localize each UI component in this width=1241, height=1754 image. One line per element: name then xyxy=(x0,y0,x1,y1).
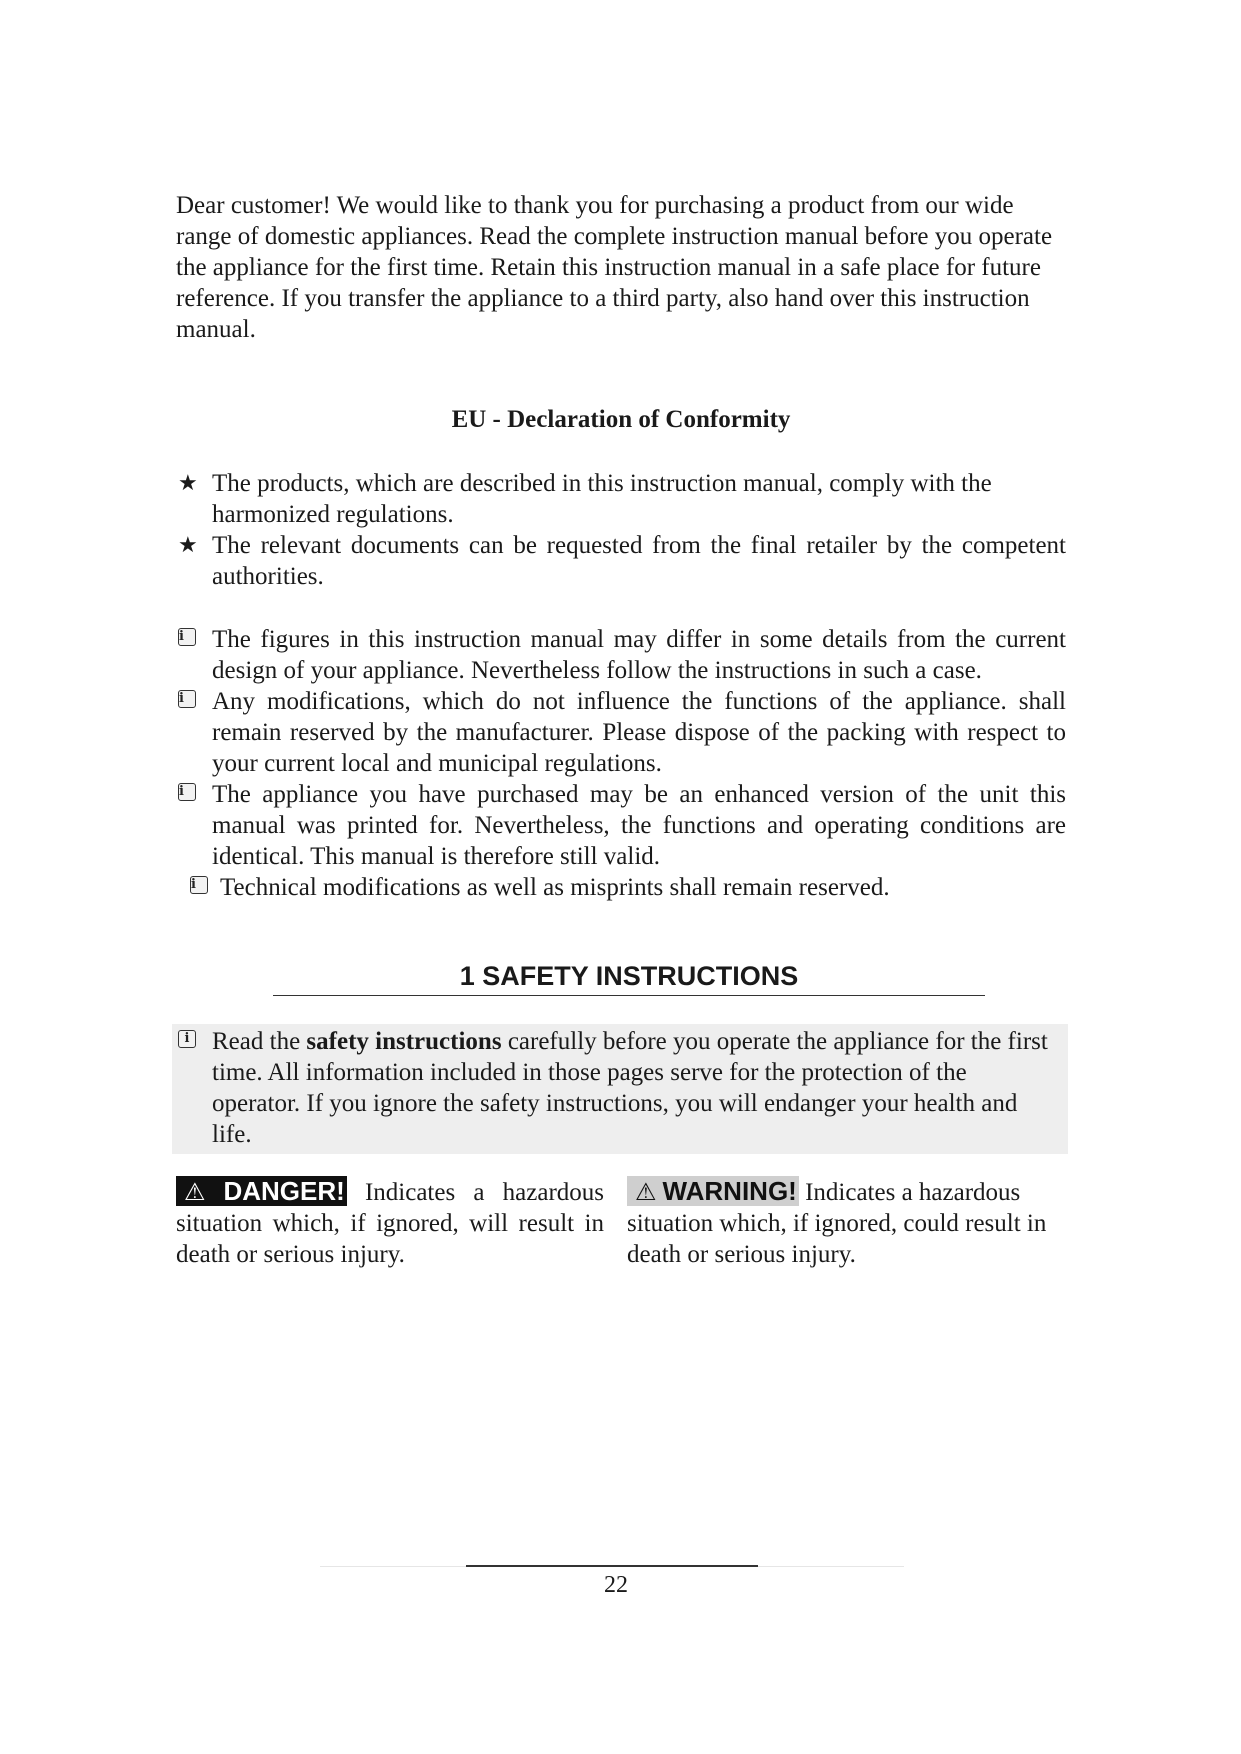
eu-declaration-list xyxy=(176,468,1066,592)
eu-item-text: The relevant documents can be requested from the final retailer by the competent authorities. xyxy=(212,532,1066,590)
safety-instructions-heading: 1 SAFETY INSTRUCTIONS xyxy=(273,960,985,996)
list-item xyxy=(176,872,1066,903)
safety-notice-suffix: carefully before you operate the appliance for the first time. All information included in those pages serve for the protection of the operator. If you ignore the safety instructions, you will endanger your health and life. xyxy=(212,1028,1048,1148)
footer-divider xyxy=(466,1565,758,1567)
list-item xyxy=(176,686,1066,779)
safety-notice-text xyxy=(176,1026,1058,1150)
eu-declaration-title: EU - Declaration of Conformity xyxy=(451,406,791,433)
intro-paragraph: Dear customer! We would like to thank you for purchasing a product from our wide range of domestic appliances. Read the complete instruction manual before you operate the appliance for the first time. Retain this instruction manual in a safe place for future reference. If you transfer the appliance to a third party, also hand over this instruction manual. xyxy=(176,192,1053,343)
danger-badge xyxy=(176,1176,347,1206)
list-item xyxy=(176,779,1066,872)
info-note-text: The appliance you have purchased may be an enhanced version of the unit this manual was printed for. Nevertheless, the functions and operating conditions are identical. This manual is therefore still valid. xyxy=(212,781,1066,870)
safety-notice-box xyxy=(172,1024,1068,1154)
danger-definition xyxy=(176,1176,604,1270)
warning-badge xyxy=(627,1176,799,1206)
info-note-text: Any modifications, which do not influence the functions of the appliance. shall remain reserved by the manufacturer. Please dispose of the packing with respect to your current local and municipal regulations. xyxy=(212,688,1066,777)
info-note-text: The figures in this instruction manual may differ in some details from the current design of your appliance. Nevertheless follow the instructions in such a case. xyxy=(212,626,1066,684)
warning-text: Indicates a hazardous situation which, if ignored, could result in death or serious injury. xyxy=(627,1179,1047,1268)
info-icon: i xyxy=(178,628,196,646)
info-notes-list xyxy=(176,624,1066,903)
info-icon: i xyxy=(190,876,208,894)
info-icon: i xyxy=(178,783,196,801)
info-icon: i xyxy=(178,690,196,708)
eu-item-text: The products, which are described in this instruction manual, comply with the harmonized regulations. xyxy=(212,470,992,528)
list-item xyxy=(176,530,1066,592)
warning-triangle-icon: ⚠ xyxy=(635,1178,657,1206)
warning-label: WARNING! xyxy=(662,1176,797,1206)
star-bullet-icon: ★ xyxy=(178,533,198,558)
danger-label: DANGER! xyxy=(223,1176,345,1206)
warning-triangle-icon: ⚠ xyxy=(184,1178,218,1206)
info-icon: i xyxy=(178,1030,196,1048)
page-number: 22 xyxy=(604,1572,628,1598)
safety-notice-prefix: Read the xyxy=(212,1028,307,1055)
danger-text: Indicates a hazardous situation which, if ignored, will result in death or serious injury. xyxy=(176,1179,604,1268)
list-item xyxy=(176,624,1066,686)
info-note-text: Technical modifications as well as misprints shall remain reserved. xyxy=(220,874,890,901)
star-bullet-icon: ★ xyxy=(178,471,198,496)
list-item xyxy=(176,468,1066,530)
warning-definition xyxy=(627,1176,1063,1270)
safety-notice-bold: safety instructions xyxy=(306,1028,502,1055)
